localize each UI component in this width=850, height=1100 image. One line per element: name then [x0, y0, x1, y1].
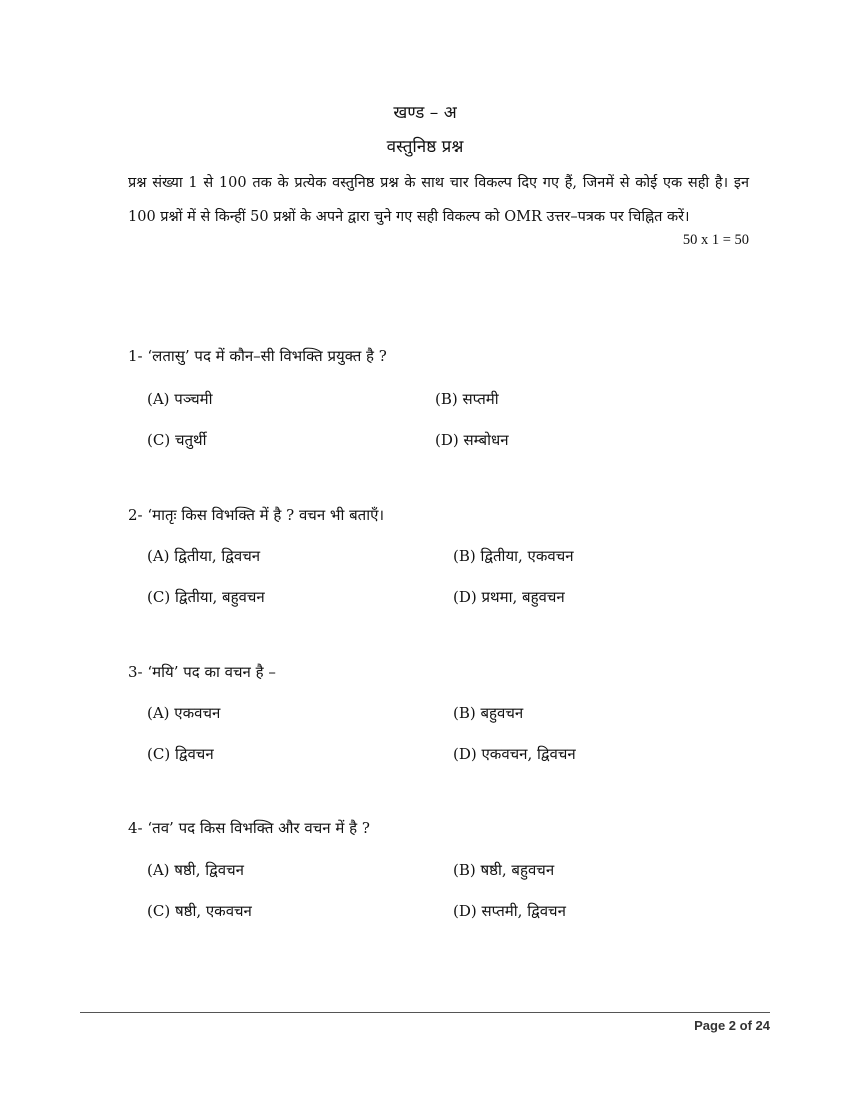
question-3-option-b[interactable]: (B) बहुवचन: [453, 704, 524, 722]
question-2-option-a[interactable]: (A) द्वितीया, द्विवचन: [147, 547, 261, 565]
question-4-option-a[interactable]: (A) षष्ठी, द्विवचन: [147, 861, 244, 879]
question-1-text: 1- ‘लतासु’ पद में कौन–सी विभक्ति प्रयुक्त है ?: [128, 347, 387, 365]
question-4-option-d[interactable]: (D) सप्तमी, द्विवचन: [453, 902, 566, 920]
question-3-text: 3- ‘मयि’ पद का वचन है –: [128, 663, 276, 681]
question-2-option-c[interactable]: (C) द्वितीया, बहुवचन: [147, 588, 265, 606]
footer-divider: [80, 1012, 770, 1013]
question-1-option-a[interactable]: (A) पञ्चमी: [147, 390, 213, 408]
page-number: Page 2 of 24: [694, 1018, 770, 1033]
question-3-option-a[interactable]: (A) एकवचन: [147, 704, 221, 722]
question-1-option-d[interactable]: (D) सम्बोधन: [435, 431, 509, 449]
question-2-option-b[interactable]: (B) द्वितीया, एकवचन: [453, 547, 574, 565]
section-title: खण्ड – अ: [393, 103, 457, 123]
question-4-text: 4- ‘तव’ पद किस विभक्ति और वचन में है ?: [128, 819, 370, 837]
question-3-option-d[interactable]: (D) एकवचन, द्विवचन: [453, 745, 576, 763]
question-1-option-c[interactable]: (C) चतुर्थी: [147, 431, 207, 449]
question-4-option-b[interactable]: (B) षष्ठी, बहुवचन: [453, 861, 555, 879]
marks-scheme: 50 x 1 = 50: [682, 232, 749, 248]
section-subtitle: वस्तुनिष्ठ प्रश्न: [386, 137, 464, 157]
instructions-paragraph: प्रश्न संख्या 1 से 100 तक के प्रत्येक वस्तुनिष्ठ प्रश्न के साथ चार विकल्प दिए गए हैं, जिनमें से कोई एक सही है। इन 100 प्रश्नों में से किन्हीं 50 प्रश्नों के अपने द्वारा चुने गए सही विकल्प को OMR उत्तर–पत्रक पर चिह्नित करें।: [128, 175, 749, 225]
question-2-option-d[interactable]: (D) प्रथमा, बहुवचन: [453, 588, 565, 606]
question-1-option-b[interactable]: (B) सप्तमी: [435, 390, 499, 408]
question-3-option-c[interactable]: (C) द्विवचन: [147, 745, 214, 763]
question-2-text: 2- ‘मातृः किस विभक्ति में है ? वचन भी बताएँ।: [128, 506, 385, 524]
question-4-option-c[interactable]: (C) षष्ठी, एकवचन: [147, 902, 252, 920]
